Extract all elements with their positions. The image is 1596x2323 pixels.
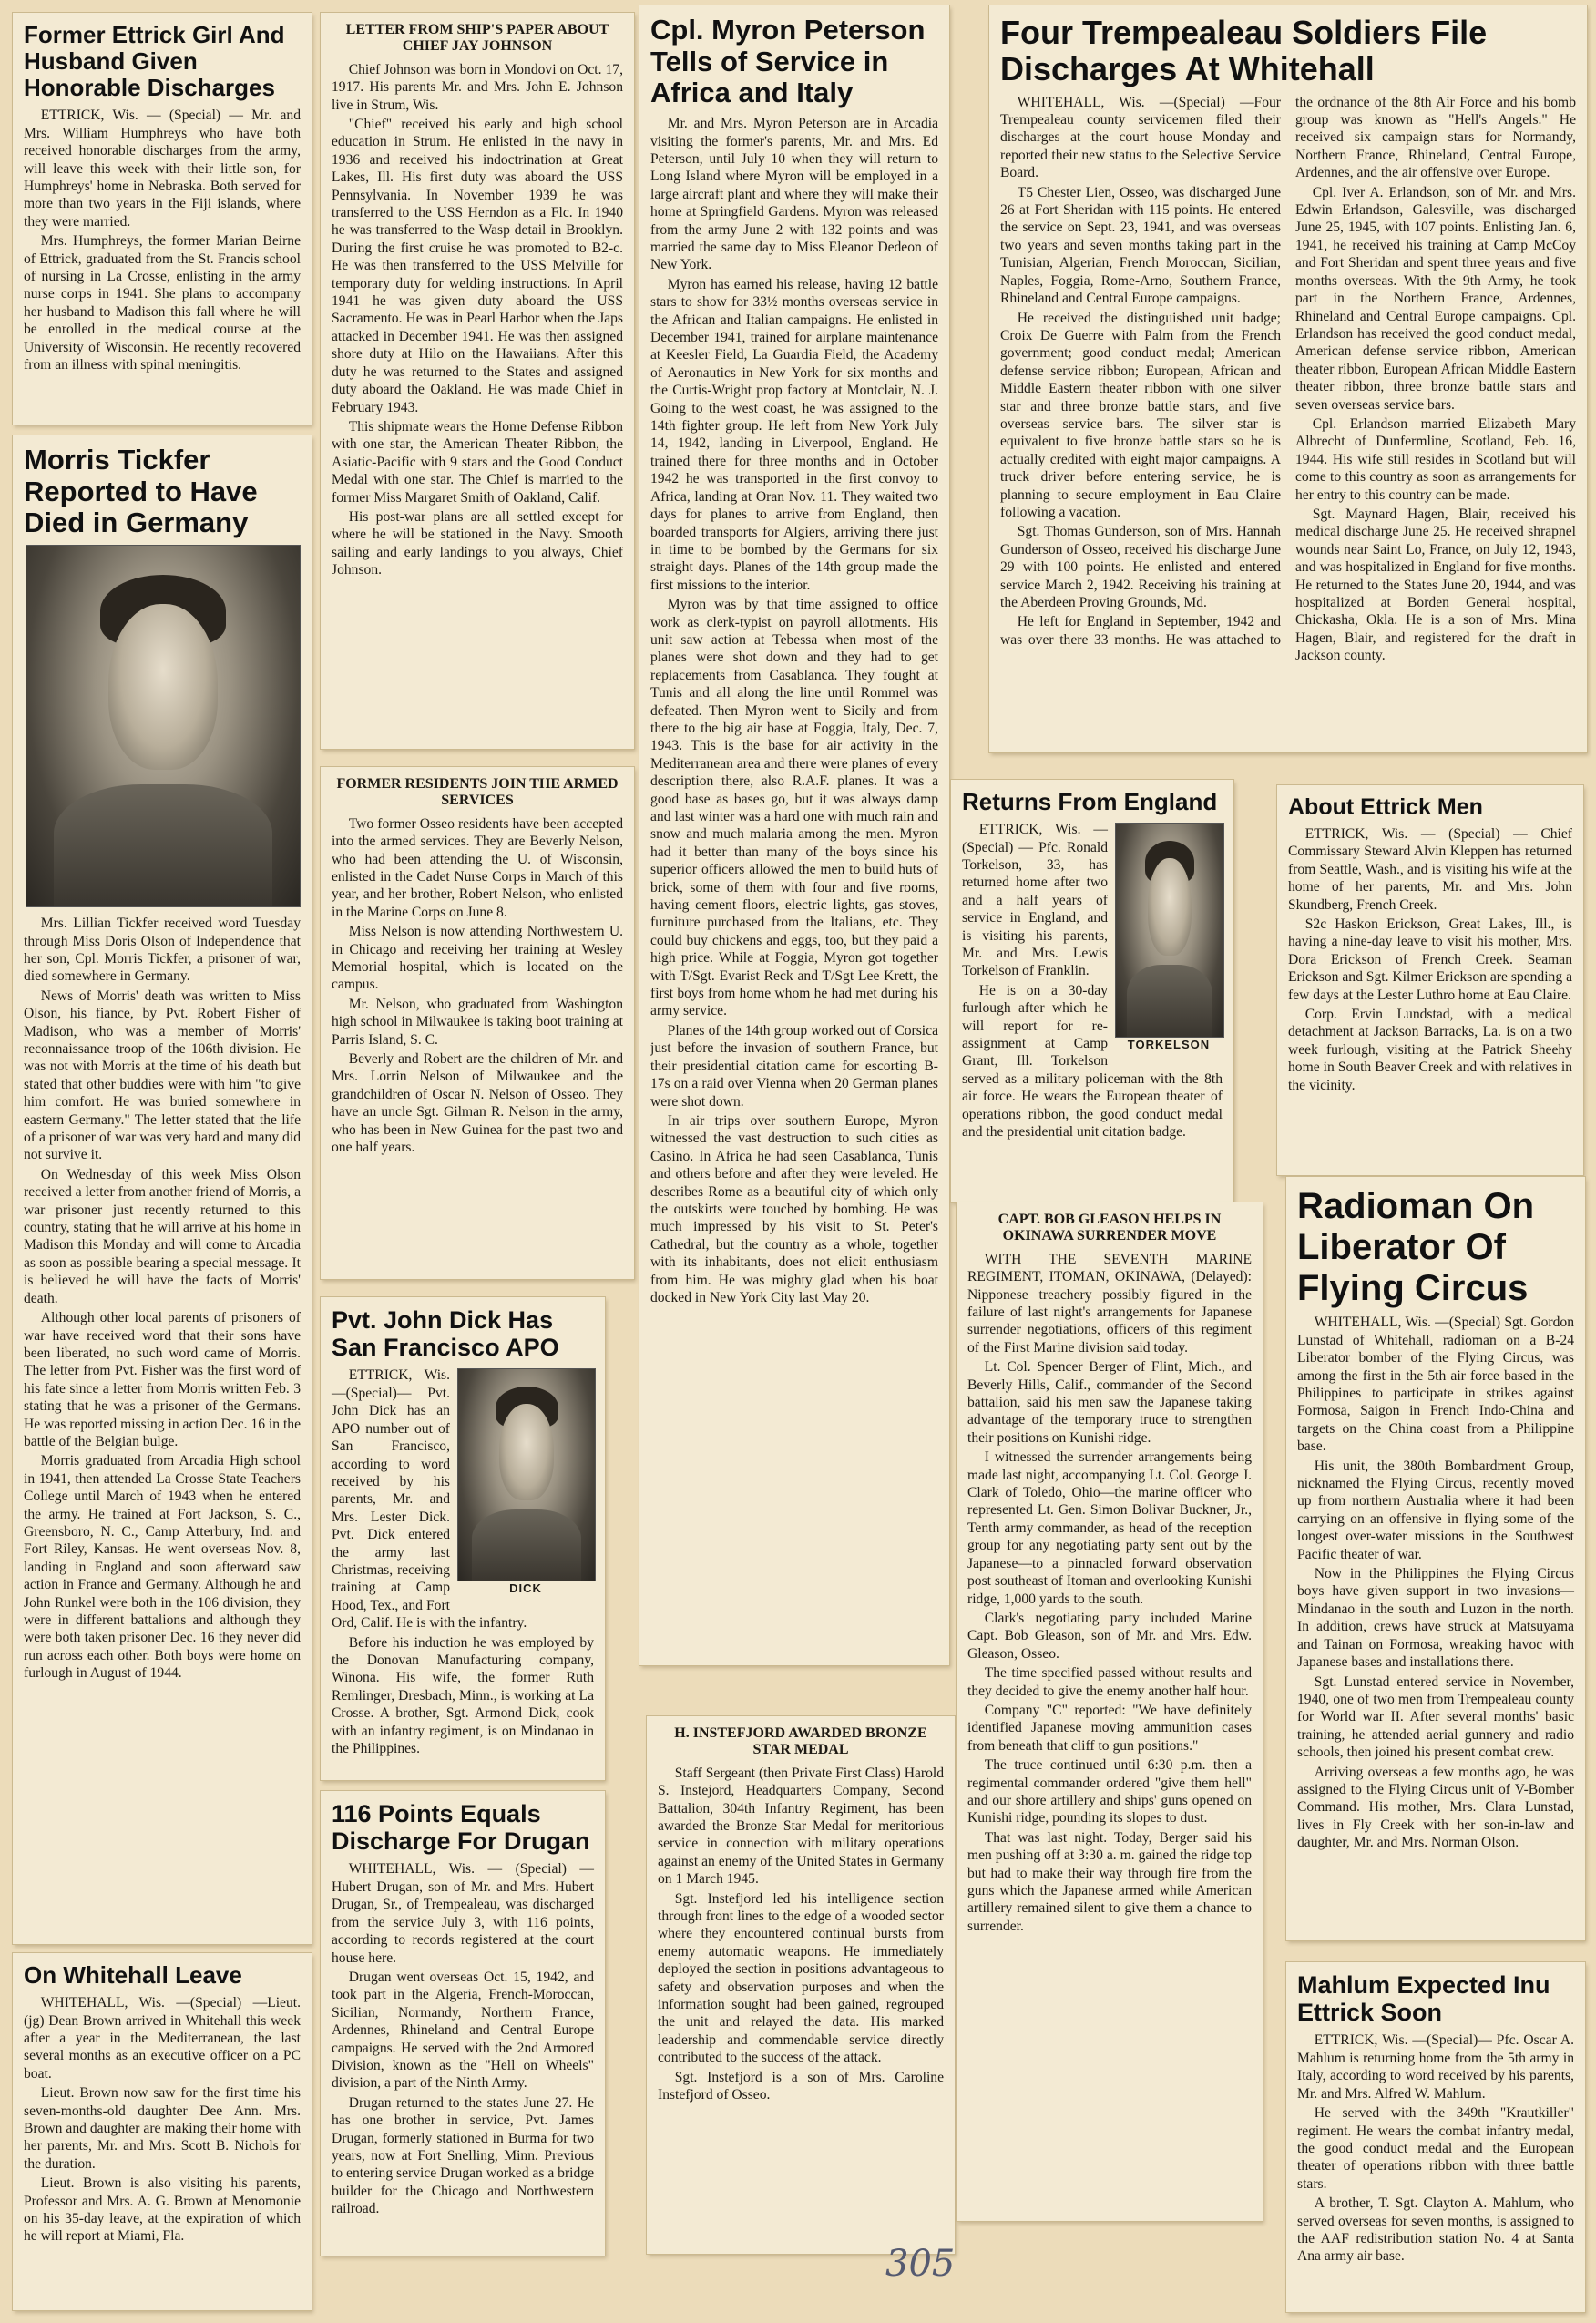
paragraph: WHITEHALL, Wis. —(Special) —Four Trempealeau county servicemen filed their discharges at the court house Monday and reported their new status to the Selective Service Board.	[1000, 94, 1281, 181]
headline: About Ettrick Men	[1288, 794, 1483, 820]
paragraph: This shipmate wears the Home Defense Ribbon with one star, the American Theater Ribbon, the Asiatic-Pacific with 9 stars and the Good Conduct Medal with one star. The Chief is married to the former Miss Margaret Smith of Oakland, Calif.	[332, 418, 623, 506]
clipping-instefjord	[647, 1716, 955, 2254]
clipping-four-soldiers	[989, 5, 1587, 752]
article-body	[962, 821, 1223, 1141]
article-body	[658, 1765, 944, 2104]
paragraph: Drugan went overseas Oct. 15, 1942, and took part in the Algeria, French-Moroccan, Sicilian, Normandy, Northern France, Ardennes, Rhineland and Central Europe campaigns. He served with the 2nd Armored Division, known as the "Hell on Wheels" division, a part of the Ninth Army.	[332, 1969, 594, 2092]
paragraph: T5 Chester Lien, Osseo, was discharged June 26 at Fort Sheridan with 115 points. He entered the service on Sept. 23, 1941, and was overseas two years and seven months taking part in the Tunisian, Algerian, French Moroccan, Sicilian, Naples, Foggia, Rome-Arno, Southern France, Rhineland and Central Europe campaigns.	[1000, 184, 1281, 307]
clipping-drugan	[321, 1791, 605, 2256]
paragraph: Before his induction he was employed by the Donovan Manufacturing company, Winona. His wife, the former Ruth Remlinger, Dresbach, Minn., is working at La Crosse. A brother, Sgt. Armond Dick, cook with an infantry regiment, is on Mindanao in the Philippines.	[332, 1634, 594, 1756]
headline: H. INSTEFJORD AWARDED BRONZE STAR MEDAL	[674, 1725, 927, 1758]
paragraph: ETTRICK, Wis. — (Special) — Chief Commissary Steward Alvin Kleppen has returned from Seattle, Wash., and is visiting his wife at the home of her parents, Mr. and Mrs. John Skundberg, French Creek.	[1288, 826, 1572, 913]
paragraph: Mrs. Lillian Tickfer received word Tuesday through Miss Doris Olson of Independence that her son, Cpl. Morris Tickfer, a prisoner of war, died somewhere in Germany.	[24, 916, 301, 985]
paragraph: ETTRICK, Wis. —(Special)— Pvt. John Dick has an APO number out of San Francisco, according to word received by his parents, Mr. and Mrs. Lester Dick. Pvt. Dick entered the army last Christmas, receiving training at Camp Hood, Tex., and Fort Ord, Calif. He is with the infantry.	[332, 1367, 527, 1632]
article-body	[24, 915, 301, 1682]
paragraph: Cpl. Iver A. Erlandson, son of Mr. and Mrs. Edwin Erlandson, Galesville, was discharged June 25, 1945, with 107 points. Enlisting Jan. 6, 1941, he received his training at Camp McCoy and Fort Sheridan and spent three years and five months overseas. With the 9th Army, he took part in the Northern France, Ardennes, Rhineland and Central Europe campaigns. Cpl. Erlandson has received the good conduct medal, American defense service ribbon, American theater ribbon, European African Middle Eastern theater ribbon, three bronze battle stars and seven overseas service bars.	[1295, 184, 1576, 413]
headline: LETTER FROM SHIP'S PAPER ABOUT CHIEF JAY JOHNSON	[345, 22, 609, 55]
clipping-ettrick-girl	[13, 13, 312, 425]
paragraph: ETTRICK, Wis. —(Special)— Pfc. Oscar A. Mahlum is returning home from the 5th army in Italy, according to word received by his parents, Mr. and Mrs. Alfred W. Mahlum.	[1297, 2032, 1574, 2102]
clipping-jay-johnson	[321, 13, 634, 749]
paragraph: Mrs. Humphreys, the former Marian Beirne of Ettrick, graduated from the St. Francis school of nursing in La Crosse, enlisting in the army nurse corps in 1941. She plans to accompany her husband to Madison this fall where he will be enrolled in the medical course at the University of Wisconsin. He recently recovered from an illness with spinal meningitis.	[24, 233, 301, 374]
clipping-john-dick	[321, 1297, 605, 1780]
article-body	[24, 107, 301, 374]
article-body	[1297, 1314, 1574, 1851]
paragraph: Miss Nelson is now attending Northwestern U. in Chicago and receiving her training at Wesley Memorial hospital, which is located on the campus.	[332, 924, 623, 993]
headline: Returns From England	[962, 788, 1218, 815]
paragraph: Corp. Ervin Lundstad, with a medical detachment at Jackson Barracks, La. is on a two week furlough, visiting at the Patrick Sheehy home in South Beaver Creek and with relatives in the vicinity.	[1288, 1007, 1572, 1093]
paragraph: He received the distinguished unit badge; Croix De Guerre with Palm from the French government; good conduct medal; American defense service ribbon; European, African and Middle Eastern theater ribbon with one silver star and three bronze battle stars, and five overseas service bars. The silver star is equivalent to five bronze battle stars so he is actually credited with eight major campaigns. A truck driver before entering service, he is planning to secure employment in Eau Claire following a vacation.	[1000, 310, 1281, 520]
paragraph: The truce continued until 6:30 p.m. then a regimental commander ordered "give them hell" and our shore artillery and ships' guns opened on Kunishi ridge, pounding its slopes to dust.	[967, 1757, 1252, 1827]
paragraph: Morris graduated from Arcadia High school in 1941, then attended La Crosse State Teachers College until March of 1943 when he entered the army. He trained at Fort Jackson, S. C., Greensboro, N. C., Camp Atterbury, Ind. and Fort Riley, Kansas. He went overseas Nov. 8, landing in England and soon afterward saw action in France and Germany. Although he and John Runkel were both in the 106 division, they were in different battalions and although they were both taken prisoner Dec. 16 they never did run across each other. Both boys were home on furlough in August of 1944.	[24, 1453, 301, 1682]
paragraph: Drugan returned to the states June 27. He has one brother in service, Pvt. James Drugan, formerly stationed in Burma for two years, now at Fort Snelling, Minn. Previous to entering service Drugan worked as a bridge builder for the Chicago and Northwestern railroad.	[332, 2094, 594, 2217]
paragraph: Sgt. Thomas Gunderson, son of Mrs. Hannah Gunderson of Osseo, received his discharge June 29 with 100 points. He enlisted and entered service March 2, 1942. Receiving his training at the Aberdeen Proving Grounds, Md.	[1000, 524, 1281, 610]
paragraph: Mr. Nelson, who graduated from Washington high school in Milwaukee is taking boot training at Parris Island, S. C.	[332, 996, 623, 1048]
paragraph: Clark's negotiating party included Marine Capt. Bob Gleason, son of Mr. and Mrs. Edw. Gleason, Osseo.	[967, 1610, 1252, 1662]
paragraph: His unit, the 380th Bombardment Group, nicknamed the Flying Circus, recently moved up from northern Australia where it had been carrying on an offensive in flying some of the longest over-water missions in the Southwest Pacific theater of war.	[1297, 1458, 1574, 1562]
article-body	[1000, 94, 1576, 665]
paragraph: He left for England in September, 1942 and was over there 33 months. He was attached to the ordnance of the 8th Air Force and his bomb group was known as "Hell's Angels." He received six campaign stars for Normandy, Northern France, Rhineland, Central Europe, Ardennes, and the air offensive over Europe.	[1000, 94, 1576, 648]
article-body	[650, 115, 938, 1306]
paragraph: In air trips over southern Europe, Myron witnessed the vast destruction to such cities as Casino. In Africa he had seen Casablanca, Tunis and others before and after they were leveled. He describes Rome as a beautiful city of which only the outskirts were touched by bombing. He was much impressed by his visit to St. Peter's Cathedral, but the country as a whole, together with its inhabitants, does not elicit enthusiasm from him. He was mighty glad when his boat docked in New York City last May 20.	[650, 1112, 938, 1305]
paragraph: Planes of the 14th group worked out of Corsica just before the invasion of southern France, but their presidential citation came for escorting B-17s on a raid over Vienna when 20 German planes were shot down.	[650, 1022, 938, 1110]
paragraph: The time specified passed without results and they decided to give the enemy another half hour.	[967, 1665, 1252, 1699]
paragraph: That was last night. Today, Berger said his men pushing off at 3:30 a. m. gained the ridge top but had to make their way through fire from the guns which the Japanese armed while American artillery remained silent to give them a chance to surrender.	[967, 1829, 1252, 1934]
headline: Radioman On Liberator Of Flying Circus	[1297, 1186, 1535, 1308]
headline: FORMER RESIDENTS JOIN THE ARMED SERVICES	[336, 776, 619, 809]
paragraph: Myron was by that time assigned to office work as clerk-typist on payroll allotments. His unit saw action at Tebessa when most of the planes were shot down and they had to get replacements from Casablanca. They fought at Tunis and all along the line until Rommel was defeated. Then Myron went to Sicily and from there to the big air base at Foggia, Italy, Dec. 7, 1943. This is the base for air activity in the Mediterranean area and there were planes of every description there, also R.A.F. planes. It was a good base as bases go, but it was always damp and last winter was a hard one with much rain and snow and much malaria among the men. Myron had it better than many of the boys since his superior officers allowed the men to build huts of brick, some of them with four and five rooms, having cement floors, electric lights, gas stoves, furniture purchased from the Italians, etc. They could buy chickens and eggs, too, but they paid a high price. While at Foggia, Myron got together with T/Sgt. Evarist Reck and T/Sgt Lee Krett, the first boys from home whom he had met during his army service.	[650, 597, 938, 1019]
portrait-photo	[457, 1368, 594, 1596]
paragraph: WITH THE SEVENTH MARINE REGIMENT, ITOMAN, OKINAWA, (Delayed): Nipponese treachery possibly figured in the failure of last night's arrangements for Japanese surrender negotiations, officers of this regiment of the First Marine division said today.	[967, 1251, 1252, 1356]
paragraph: A brother, T. Sgt. Clayton A. Mahlum, who served overseas for seven months, is assigned to the AAF redistribution station No. 4 at Santa Ana army air base.	[1297, 2195, 1574, 2265]
article-body	[332, 61, 623, 579]
headline: Mahlum Expected Inu Ettrick Soon	[1297, 1971, 1550, 2027]
paragraph: ETTRICK, Wis. — (Special) — Pfc. Ronald Torkelson, 33, has returned home after two and a half years of service in England, and is visiting his parents, Mr. and Mrs. Lewis Torkelson of Franklin.	[962, 822, 1108, 979]
article-body	[332, 1860, 594, 2217]
clipping-whitehall-leave	[13, 1953, 312, 2310]
clipping-tickfer	[13, 435, 312, 1944]
paragraph: WHITEHALL, Wis. —(Special) Sgt. Gordon Lunstad of Whitehall, radioman on a B-24 Liberator bomber of the Flying Circus, was among the first in the 5th air force based in the Philippines to participate in strikes against Formosa, Saigon in French Indo-China and targets on the China coast from a Philippine base.	[1297, 1315, 1574, 1455]
article-body	[967, 1251, 1252, 1935]
paragraph: Sgt. Instefjord is a son of Mrs. Caroline Instefjord of Osseo.	[658, 2069, 944, 2103]
clipping-mahlum	[1286, 1962, 1585, 2312]
paragraph: "Chief" received his early and high school education in Strum. He enlisted in the navy in 1936 and received his indoctrination at Great Lakes, Ill. His first duty was aboard the USS Pennsylvania. In November 1939 he was transferred to the USS Herndon as a Flc. In 1940 he was transferred to the Wasp detail in Brooklyn. During the first cruise he was promoted to B2-c. He was then transferred to the USS Melville for temporary duty for welding instructions. In April 1941 he was given duty aboard the USS Sacramento. He was in Pearl Harbor when the Japs attacked in December 1941. He was then assigned shore duty at Hilo on the Hawaiians. After this duty he was returned to the States and assigned duty aboard the Oakland. He was made Chief in February 1943.	[332, 117, 623, 415]
headline: Cpl. Myron Peterson Tells of Service in Africa and Italy	[650, 14, 926, 109]
paragraph: Lt. Col. Spencer Berger of Flint, Mich., and Beverly Hills, Calif., commander of the Second battalion, said his men saw the Japanese taking advantage of the temporary truce to strengthen their positions on Kunishi ridge.	[967, 1359, 1252, 1446]
paragraph: Mr. and Mrs. Myron Peterson are in Arcadia visiting the former's parents, Mr. and Mrs. Ed Peterson, until July 10 when they will return to Long Island where Myron will be employed in a large aircraft plant and where they will make their home at Springfield Gardens. Myron was released from the army June 2 with 132 points and was married the same day to Miss Eleanor Dedeon of New York.	[650, 116, 938, 273]
paragraph: I witnessed the surrender arrangements being made last night, accompanying Lt. Col. George J. Clark of Toledo, Ohio—the marine officer who represented Lt. Gen. Simon Bolivar Buckner, Jr., Tenth army commander, as head of the reception group for any negotiating party sent out by the Japanese—to a pinnacled forward observation post southeast of Itoman and overlooking Kunishi ridge, 1,000 yards to the south.	[967, 1449, 1252, 1607]
clipping-radioman	[1286, 1177, 1585, 1940]
portrait-photo	[26, 545, 299, 906]
headline: Four Trempealeau Soldiers File Discharges At Whitehall	[1000, 14, 1488, 88]
paragraph: Sgt. Lunstad entered service in November, 1940, one of two men from Trempealeau county for World war II. After several months' basic training, he attended aerial gunnery and radio schools, then joined his present combat crew.	[1297, 1673, 1574, 1761]
clipping-gleason	[957, 1202, 1263, 2221]
clipping-armed-services	[321, 767, 634, 1279]
article-body	[24, 1994, 301, 2246]
article-body	[332, 815, 623, 1157]
paragraph: His post-war plans are all settled except for where he will be stationed in the Navy. Smooth sailing and early landings to you always, Chief Johnson.	[332, 508, 623, 578]
headline: Former Ettrick Girl And Husband Given Honorable Discharges	[24, 21, 285, 102]
headline: CAPT. BOB GLEASON HELPS IN OKINAWA SURRENDER MOVE	[998, 1212, 1222, 1244]
paragraph: Cpl. Erlandson married Elizabeth Mary Albrecht of Dunfermline, Scotland, Feb. 16, 1944. His wife still resides in Scotland but will come to this country as soon as arrangements for her entry to this country can be made.	[1295, 415, 1576, 503]
paragraph: Chief Johnson was born in Mondovi on Oct. 17, 1917. His parents Mr. and Mrs. John E. Johnson live in Strum, Wis.	[332, 61, 623, 113]
paragraph: He is on a 30-day furlough after which he will report for re-assignment at Camp Grant, Ill. Torkelson served as a military policeman with the 8th air force. He wears the European theater of operations ribbon, the good conduct medal and the presidential unit citation badge.	[962, 982, 1223, 1141]
paragraph: Lieut. Brown now saw for the first time his seven-months-old daughter Dee Ann. Mrs. Brown and daughter are making their home with her parents, Mr. and Mrs. Scott B. Nichols for the duration.	[24, 2085, 301, 2172]
article-body	[332, 1366, 594, 1757]
paragraph: S2c Haskon Erickson, Great Lakes, Ill., is having a nine-day leave to visit his mother, Mrs. Dora Erickson of French Creek. Seaman Erickson and Sgt. Kilmer Erickson are spending a few days at the Lester Luthro home at Eau Claire.	[1288, 916, 1572, 1003]
paragraph: Staff Sergeant (then Private First Class) Harold S. Instejord, Headquarters Company, Second Battalion, 304th Infantry Regiment, has been awarded the Bronze Star Medal for meritorious service in connection with military operations against an enemy of the United States in Germany on 1 March 1945.	[658, 1765, 944, 1888]
clipping-returns-england	[951, 780, 1233, 1202]
paragraph: ETTRICK, Wis. — (Special) — Mr. and Mrs. William Humphreys who have both received honorable discharges from the army, will leave this week with their little son, for Humphreys' home in Nebraska. Both served for more than two years in the Fiji islands, where they were married.	[24, 107, 301, 230]
headline: Pvt. John Dick Has San Francisco APO	[332, 1306, 559, 1362]
page-number: 305	[885, 2243, 956, 2285]
photo-caption: DICK	[509, 1581, 542, 1596]
paragraph: He served with the 349th "Krautkiller" regiment. He wears the combat infantry medal, the good conduct medal and the European theater of operations ribbon with three battle stars.	[1297, 2105, 1574, 2192]
clipping-about-ettrick-men	[1277, 785, 1583, 1175]
paragraph: Now in the Philippines the Flying Circus boys have given support in two invasions—Mindanao in the south and Luzon in the north. In addition, crews have struck at Matsuyama and Tainan on Formosa, wreaking havoc with Japanese bases and installations there.	[1297, 1566, 1574, 1671]
headline: 116 Points Equals Discharge For Drugan	[332, 1800, 590, 1856]
paragraph: Arriving overseas a few months ago, he was assigned to the Flying Circus unit of V-Bomber Command. His mother, Mrs. Clara Lunstad, lives in Fly Creek with her son-in-law and daughter, Mr. and Mrs. Norman Olson.	[1297, 1764, 1574, 1851]
headline: On Whitehall Leave	[24, 1961, 242, 1989]
paragraph: Although other local parents of prisoners of war have received word that their sons have been liberated, no such word came of Morris. The letter from Pvt. Fisher was the first word of his fate since a letter from Morris written Feb. 3 stating that he was a prisoner of the Germans. He was reported missing in action Dec. 16 in the battle of the Belgian bulge.	[24, 1310, 302, 1449]
article-body	[1288, 825, 1572, 1094]
photo-caption: TORKELSON	[1127, 1038, 1211, 1052]
paragraph: Two former Osseo residents have been accepted into the armed services. They are Beverly Nelson, who had been attending the U. of Wisconsin, enlisted in the Cadet Nurse Corps in March of this year, and her brother, Robert Nelson, who enlisted in the Marine Corps on June 8.	[332, 815, 623, 920]
paragraph: Company "C" reported: "We have definitely identified Japanese moving ammunition cases from beneath that cliff to gun positions."	[967, 1702, 1252, 1754]
clipping-peterson	[639, 5, 949, 1665]
paragraph: Lieut. Brown is also visiting his parents, Professor and Mrs. A. G. Brown at Menomonie on his 35-day leave, at the expiration of which he will report at Miami, Fla.	[24, 2175, 301, 2245]
article-body	[1297, 2031, 1574, 2265]
paragraph: On Wednesday of this week Miss Olson received a letter from another friend of Morris, a war prisoner just recently returned to this country, stating that he will arrive at his home in Madison this Monday and will come to Arcadia as soon as possible bearing a special message. It is believed he will have the facts of Morris' death.	[24, 1166, 301, 1306]
paragraph: Beverly and Robert are the children of Mr. and Mrs. Lorrin Nelson of Milwaukee and the grandchildren of Oscar N. Nelson of Osseo. They have an uncle Sgt. Gilman R. Nelson in the army, who has been in New Guinea for the past two and one half years.	[332, 1051, 623, 1156]
paragraph: WHITEHALL, Wis. —(Special) —Lieut. (jg) Dean Brown arrived in Whitehall this week after a year in the Mediterranean, the last several months as an executive officer on a PC boat.	[24, 1995, 301, 2082]
paragraph: Myron has earned his release, having 12 battle stars to show for 33½ months overseas service in the African and Italian campaigns. He enlisted in December 1941, trained for airplane maintenance at Keesler Field, La Guardia Field, the Academy of Aeronautics in New York for six months and the Curtis-Wright prop factory at Montclair, N. J. Going to the west coast, he was assigned to the 14th fighter group. He left from New York July 14, 1942, landing in Liverpool, England. He trained there for three months and in October 1942 he was transported in the first convoy to Africa, landing at Oran Nov. 11. They waited two days for planes to arrive from England, then boarded transports for Algiers, arriving there just in time to be bombed by the Germans for six straight days. Planes of the 14th group made the first missions to the interior.	[650, 276, 938, 593]
paragraph: Sgt. Instefjord led his intelligence section through front lines to the edge of a wooded sector where they encountered continual bursts from enemy automatic weapons. He immediately deployed the section in positions advantageous to safety and observation purposes and when the information sought had been gained, regrouped the unit and relayed the data. His marked leadership and commendable service directly contributed to the success of the attack.	[658, 1890, 944, 2066]
portrait-photo	[1115, 823, 1223, 1052]
paragraph: Sgt. Maynard Hagen, Blair, received his medical discharge June 25. He received shrapnel wounds near Saint Lo, France, on July 12, 1943, and was hospitalized in England for five months. He returned to the States June 20, 1944, and was hospitalized at Borden General hospital, Chickasha, Okla. He is a son of Mrs. Mina Hagen, Blair, and registered for the draft in Jackson county.	[1295, 506, 1576, 664]
paragraph: WHITEHALL, Wis. — (Special) —Hubert Drugan, son of Mr. and Mrs. Hubert Drugan, Sr., of Trempealeau, was discharged from the service July 3, with 116 points, according to records registered at the court house here.	[332, 1861, 594, 1966]
headline: Morris Tickfer Reported to Have Died in Germany	[24, 444, 258, 539]
paragraph: News of Morris' death was written to Miss Olson, his fiance, by Pvt. Robert Fisher of Madison, who was a member of Morris' reconnaissance troop of the 106th division. He was not with Morris at the time of his death but stated that other buddies were with him "to give him comfort. He was buried somewhere in eastern Germany." The letter stated that the life of a prisoner of war was very hard and many did not survive it.	[24, 988, 301, 1163]
